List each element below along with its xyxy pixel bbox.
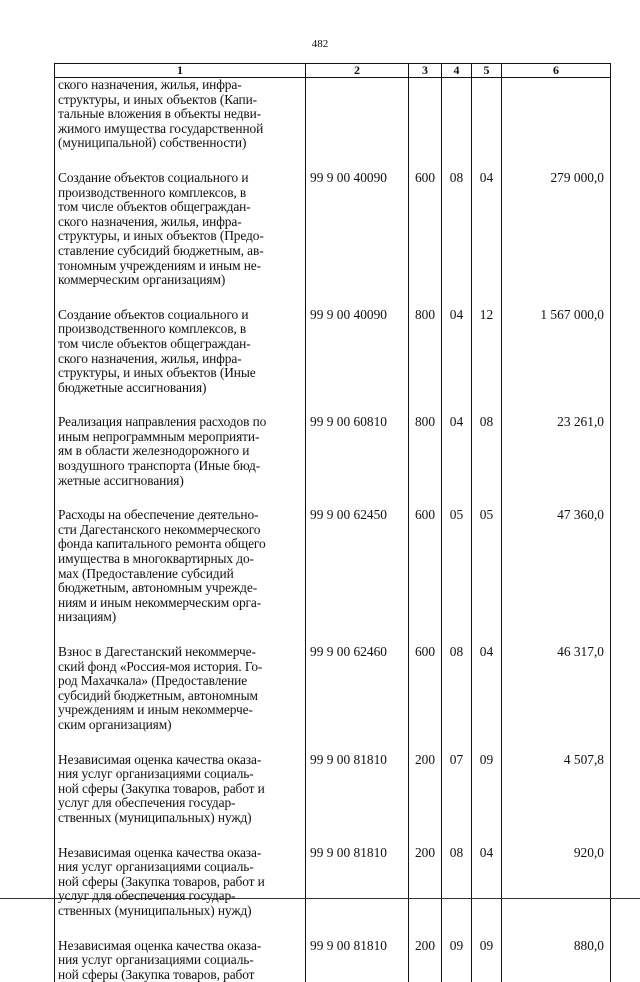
row-pr: 08 bbox=[472, 415, 502, 488]
row-rz: 08 bbox=[442, 846, 472, 919]
row-rz: 09 bbox=[442, 939, 472, 982]
row-vr bbox=[409, 78, 442, 151]
page-number: 482 bbox=[0, 38, 640, 50]
row-name: ского назначения, жилья, инфра- структуры, и иных объектов (Капи- тальные вложения в объекты недви- жимого имущества государственной (муниципальной) собственности) bbox=[55, 78, 306, 151]
row-pr: 04 bbox=[472, 846, 502, 919]
table-row bbox=[55, 753, 611, 826]
table-header-row bbox=[55, 64, 611, 78]
row-rz: 08 bbox=[442, 171, 472, 288]
row-amount: 279 000,0 bbox=[502, 171, 611, 288]
row-name: Создание объектов социального и производственного комплексов, в том числе объектов общеграждан- ского назначения, жилья, инфра- структуры, и иных объектов (Иные бюджетные ассигнования) bbox=[55, 308, 306, 396]
row-pr bbox=[472, 78, 502, 151]
budget-table bbox=[54, 63, 611, 982]
header-col-1: 1 bbox=[55, 64, 306, 78]
row-vr: 600 bbox=[409, 645, 442, 733]
row-rz: 08 bbox=[442, 645, 472, 733]
row-name: Реализация направления расходов по иным непрограммным мероприяти- ям в области железнодорожного и воздушного транспорта (Иные бюд- жетные ассигнования) bbox=[55, 415, 306, 488]
row-vr: 200 bbox=[409, 939, 442, 982]
table-row bbox=[55, 645, 611, 733]
row-pr: 04 bbox=[472, 645, 502, 733]
table-row bbox=[55, 508, 611, 625]
row-amount: 23 261,0 bbox=[502, 415, 611, 488]
row-rz: 05 bbox=[442, 508, 472, 625]
row-code: 99 9 00 40090 bbox=[306, 308, 409, 396]
row-code: 99 9 00 60810 bbox=[306, 415, 409, 488]
header-col-3: 3 bbox=[409, 64, 442, 78]
row-code: 99 9 00 62450 bbox=[306, 508, 409, 625]
table-row bbox=[55, 846, 611, 919]
row-vr: 600 bbox=[409, 508, 442, 625]
row-amount: 880,0 bbox=[502, 939, 611, 982]
row-rz bbox=[442, 78, 472, 151]
row-name: Создание объектов социального и производственного комплексов, в том числе объектов общеграждан- ского назначения, жилья, инфра- структуры, и иных объектов (Предо- ставление субсидий бюджетным, ав- тономным учреждениям и иным не- коммерческим организациям) bbox=[55, 171, 306, 288]
row-amount: 1 567 000,0 bbox=[502, 308, 611, 396]
row-pr: 09 bbox=[472, 939, 502, 982]
row-vr: 800 bbox=[409, 415, 442, 488]
row-name: Независимая оценка качества оказа- ния услуг организациями социаль- ной сферы (Закупка товаров, работ bbox=[55, 939, 306, 982]
row-code bbox=[306, 78, 409, 151]
row-name: Независимая оценка качества оказа- ния услуг организациями социаль- ной сферы (Закупка товаров, работ и услуг для обеспечения государ- ственных (муниципальных) нужд) bbox=[55, 753, 306, 826]
table-row bbox=[55, 308, 611, 396]
row-vr: 200 bbox=[409, 846, 442, 919]
row-amount: 46 317,0 bbox=[502, 645, 611, 733]
header-col-2: 2 bbox=[306, 64, 409, 78]
row-code: 99 9 00 40090 bbox=[306, 171, 409, 288]
table-row bbox=[55, 415, 611, 488]
row-rz: 07 bbox=[442, 753, 472, 826]
row-amount: 4 507,8 bbox=[502, 753, 611, 826]
row-pr: 09 bbox=[472, 753, 502, 826]
page-bottom-edge bbox=[0, 898, 640, 899]
row-pr: 12 bbox=[472, 308, 502, 396]
row-amount: 47 360,0 bbox=[502, 508, 611, 625]
row-vr: 600 bbox=[409, 171, 442, 288]
table-row bbox=[55, 78, 611, 151]
header-col-4: 4 bbox=[442, 64, 472, 78]
row-code: 99 9 00 62460 bbox=[306, 645, 409, 733]
row-code: 99 9 00 81810 bbox=[306, 753, 409, 826]
table-row bbox=[55, 939, 611, 982]
row-pr: 05 bbox=[472, 508, 502, 625]
row-vr: 200 bbox=[409, 753, 442, 826]
row-name: Независимая оценка качества оказа- ния услуг организациями социаль- ной сферы (Закупка товаров, работ и услуг для обеспечения государ- ственных (муниципальных) нужд) bbox=[55, 846, 306, 919]
row-rz: 04 bbox=[442, 308, 472, 396]
row-vr: 800 bbox=[409, 308, 442, 396]
row-code: 99 9 00 81810 bbox=[306, 846, 409, 919]
row-name: Расходы на обеспечение деятельно- сти Дагестанского некоммерческого фонда капитального ремонта общего имущества в многоквартирных до- мах (Предоставление субсидий бюджетным, автономным учрежде- ниям и иным некоммерческим орга- низациям) bbox=[55, 508, 306, 625]
table-row bbox=[55, 171, 611, 288]
header-col-6: 6 bbox=[502, 64, 611, 78]
header-col-5: 5 bbox=[472, 64, 502, 78]
row-amount: 920,0 bbox=[502, 846, 611, 919]
row-rz: 04 bbox=[442, 415, 472, 488]
row-amount bbox=[502, 78, 611, 151]
row-name: Взнос в Дагестанский некоммерче- ский фонд «Россия-моя история. Го- род Махачкала» (Предоставление субсидий бюджетным, автономным учреждениям и иным некоммерче- ским организациям) bbox=[55, 645, 306, 733]
row-code: 99 9 00 81810 bbox=[306, 939, 409, 982]
row-pr: 04 bbox=[472, 171, 502, 288]
